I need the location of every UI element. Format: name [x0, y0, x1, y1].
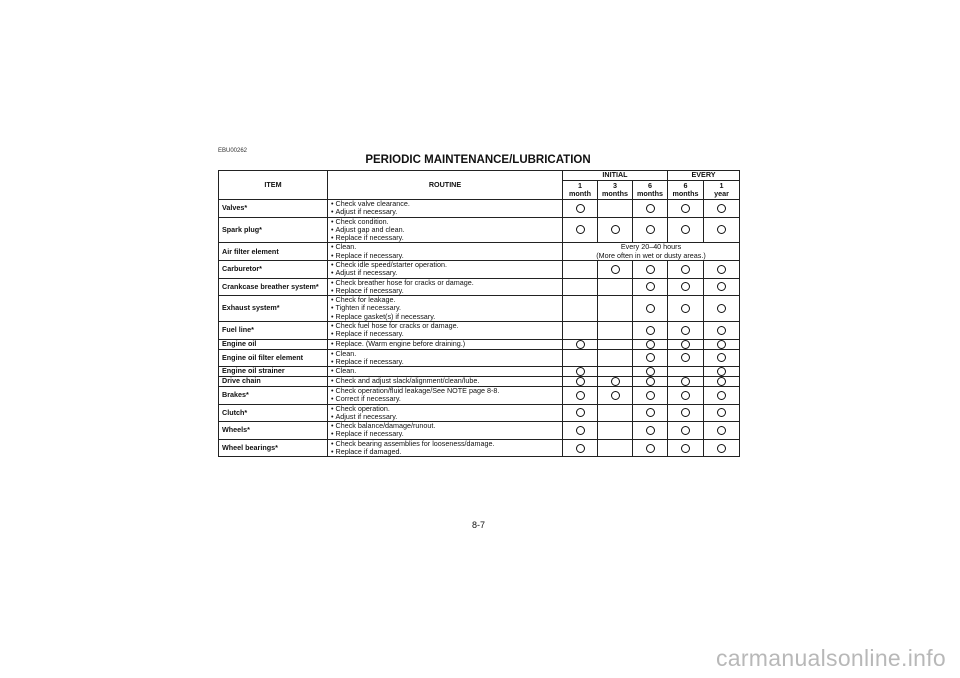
- table-row: [219, 404, 740, 422]
- item-cell: Exhaust system*: [219, 296, 328, 322]
- check-circle-icon: [646, 265, 655, 274]
- interval-cell: [704, 260, 740, 278]
- routine-cell: [328, 349, 563, 367]
- item-cell: Fuel line*: [219, 321, 328, 339]
- check-circle-icon: [576, 225, 585, 234]
- table-row: [219, 217, 740, 243]
- interval-cell: [704, 387, 740, 405]
- routine-line: • Check bearing assemblies for looseness/damage.: [331, 440, 559, 448]
- routine-cell: [328, 367, 563, 377]
- item-cell: Carburetor*: [219, 260, 328, 278]
- check-circle-icon: [681, 408, 690, 417]
- interval-cell: [598, 339, 633, 349]
- check-circle-icon: [576, 340, 585, 349]
- interval-header: [563, 181, 598, 200]
- routine-line: • Clean.: [331, 367, 559, 375]
- interval-cell: [598, 200, 633, 218]
- check-circle-icon: [717, 426, 726, 435]
- interval-cell: [704, 422, 740, 440]
- table-row: [219, 349, 740, 367]
- routine-line: • Adjust if necessary.: [331, 269, 559, 277]
- routine-cell: [328, 339, 563, 349]
- interval-number: 3: [613, 180, 617, 190]
- check-circle-icon: [646, 391, 655, 400]
- interval-cell: [668, 260, 704, 278]
- interval-cell: [598, 260, 633, 278]
- routine-line: • Check valve clearance.: [331, 200, 559, 208]
- routine-line: • Check and adjust slack/alignment/clean/lube.: [331, 377, 559, 385]
- item-cell: Air filter element: [219, 243, 328, 261]
- interval-cell: [598, 321, 633, 339]
- routine-line: • Check for leakage.: [331, 296, 559, 304]
- interval-cell: [633, 339, 668, 349]
- interval-cell: [563, 439, 598, 457]
- check-circle-icon: [717, 408, 726, 417]
- interval-cell: [704, 200, 740, 218]
- interval-number: 6: [683, 180, 688, 190]
- interval-header: [668, 181, 704, 200]
- check-circle-icon: [576, 391, 585, 400]
- interval-cell: [633, 296, 668, 322]
- doc-code: EBU00262: [218, 148, 248, 154]
- routine-cell: [328, 278, 563, 296]
- check-circle-icon: [717, 353, 726, 362]
- interval-cell: [633, 200, 668, 218]
- interval-unit: months: [602, 189, 628, 198]
- table-row: [219, 278, 740, 296]
- interval-cell: [633, 321, 668, 339]
- interval-unit: months: [637, 189, 663, 198]
- check-circle-icon: [646, 326, 655, 335]
- routine-line: • Adjust if necessary.: [331, 208, 559, 216]
- interval-cell: [563, 200, 598, 218]
- check-circle-icon: [681, 340, 690, 349]
- routine-line: • Adjust gap and clean.: [331, 226, 559, 234]
- check-circle-icon: [717, 391, 726, 400]
- routine-line: • Replace if necessary.: [331, 430, 559, 438]
- interval-cell: [563, 296, 598, 322]
- routine-cell: [328, 404, 563, 422]
- interval-cell: [704, 278, 740, 296]
- check-circle-icon: [681, 282, 690, 291]
- interval-cell: [633, 404, 668, 422]
- table-row: [219, 377, 740, 387]
- interval-cell: [668, 217, 704, 243]
- interval-cell: [563, 404, 598, 422]
- interval-cell: [668, 349, 704, 367]
- check-circle-icon: [717, 265, 726, 274]
- check-circle-icon: [681, 426, 690, 435]
- check-circle-icon: [646, 353, 655, 362]
- table-row: [219, 296, 740, 322]
- routine-line: • Adjust if necessary.: [331, 413, 559, 421]
- note-line: (More often in wet or dusty areas.): [596, 250, 706, 260]
- check-circle-icon: [576, 204, 585, 213]
- routine-line: • Check breather hose for cracks or damage.: [331, 279, 559, 287]
- header-routine: ROUTINE: [328, 171, 563, 200]
- routine-line: • Replace. (Warm engine before draining.): [331, 340, 559, 348]
- routine-line: • Check operation/fluid leakage/See NOTE page 8-8.: [331, 387, 559, 395]
- interval-cell: [563, 422, 598, 440]
- item-cell: Crankcase breather system*: [219, 278, 328, 296]
- check-circle-icon: [717, 204, 726, 213]
- table-row: [219, 200, 740, 218]
- check-circle-icon: [576, 444, 585, 453]
- interval-cell: [598, 422, 633, 440]
- check-circle-icon: [646, 444, 655, 453]
- item-cell: Drive chain: [219, 377, 328, 387]
- interval-cell: [668, 278, 704, 296]
- page-number: 8-7: [471, 520, 485, 530]
- routine-line: • Check operation.: [331, 405, 559, 413]
- check-circle-icon: [681, 353, 690, 362]
- interval-unit: months: [672, 189, 699, 198]
- interval-cell: [668, 387, 704, 405]
- interval-unit: year: [714, 189, 729, 198]
- watermark: carmanualsonline.info: [715, 645, 946, 671]
- interval-cell: [563, 217, 598, 243]
- interval-cell: [704, 339, 740, 349]
- interval-cell: [598, 367, 633, 377]
- check-circle-icon: [646, 225, 655, 234]
- interval-unit: month: [569, 189, 591, 198]
- interval-cell: [598, 377, 633, 387]
- interval-cell: [598, 404, 633, 422]
- interval-header: [704, 181, 740, 200]
- routine-line: • Replace if damaged.: [331, 448, 559, 456]
- item-cell: Spark plug*: [219, 217, 328, 243]
- check-circle-icon: [646, 340, 655, 349]
- interval-number: 6: [648, 180, 652, 190]
- check-circle-icon: [717, 326, 726, 335]
- interval-cell: [633, 367, 668, 377]
- routine-cell: [328, 200, 563, 218]
- interval-number: 1: [719, 180, 724, 190]
- table-row: [219, 260, 740, 278]
- routine-line: • Clean.: [331, 243, 559, 251]
- item-cell: Wheel bearings*: [219, 439, 328, 457]
- interval-cell: [563, 339, 598, 349]
- interval-cell: [633, 422, 668, 440]
- page-title: PERIODIC MAINTENANCE/LUBRICATION: [365, 154, 591, 166]
- check-circle-icon: [681, 265, 690, 274]
- interval-cell: [563, 367, 598, 377]
- interval-cell: [704, 367, 740, 377]
- check-circle-icon: [681, 377, 690, 386]
- interval-cell: [704, 321, 740, 339]
- check-circle-icon: [646, 282, 655, 291]
- interval-cell: [704, 349, 740, 367]
- table-body: [219, 200, 740, 457]
- interval-cell: [704, 377, 740, 387]
- interval-cell: [668, 200, 704, 218]
- item-cell: Engine oil: [219, 339, 328, 349]
- routine-line: • Correct if necessary.: [331, 395, 559, 403]
- interval-cell: [668, 377, 704, 387]
- check-circle-icon: [611, 265, 620, 274]
- interval-cell: [563, 321, 598, 339]
- interval-cell: [704, 217, 740, 243]
- interval-cell: [598, 387, 633, 405]
- routine-line: • Replace if necessary.: [331, 234, 559, 242]
- interval-cell: [633, 349, 668, 367]
- check-circle-icon: [611, 391, 620, 400]
- item-cell: Valves*: [219, 200, 328, 218]
- interval-cell: [668, 339, 704, 349]
- routine-line: • Replace gasket(s) if necessary.: [331, 313, 559, 321]
- routine-line: • Check condition.: [331, 218, 559, 226]
- interval-cell: [563, 387, 598, 405]
- interval-cell: [633, 278, 668, 296]
- item-cell: Clutch*: [219, 404, 328, 422]
- check-circle-icon: [681, 326, 690, 335]
- item-cell: Engine oil filter element: [219, 349, 328, 367]
- check-circle-icon: [646, 204, 655, 213]
- check-circle-icon: [681, 304, 690, 313]
- check-circle-icon: [646, 426, 655, 435]
- interval-cell: [668, 296, 704, 322]
- table-row: [219, 439, 740, 457]
- check-circle-icon: [717, 282, 726, 291]
- check-circle-icon: [576, 408, 585, 417]
- check-circle-icon: [681, 391, 690, 400]
- interval-cell: [563, 260, 598, 278]
- table-row: [219, 321, 740, 339]
- routine-cell: [328, 387, 563, 405]
- interval-cell: [598, 296, 633, 322]
- check-circle-icon: [717, 340, 726, 349]
- interval-cell: [633, 260, 668, 278]
- check-circle-icon: [717, 377, 726, 386]
- check-circle-icon: [717, 225, 726, 234]
- interval-cell: [668, 422, 704, 440]
- table-row: [219, 367, 740, 377]
- header-initial: INITIAL: [563, 171, 668, 181]
- item-cell: Engine oil strainer: [219, 367, 328, 377]
- interval-cell: [704, 439, 740, 457]
- routine-cell: [328, 422, 563, 440]
- interval-cell: [633, 217, 668, 243]
- check-circle-icon: [646, 377, 655, 386]
- routine-cell: [328, 260, 563, 278]
- interval-cell: [633, 387, 668, 405]
- check-circle-icon: [717, 367, 726, 376]
- maintenance-table: [218, 170, 740, 457]
- routine-line: • Replace if necessary.: [331, 252, 559, 260]
- interval-note: [563, 243, 740, 261]
- interval-cell: [668, 367, 704, 377]
- check-circle-icon: [611, 377, 620, 386]
- interval-cell: [598, 278, 633, 296]
- item-cell: Wheels*: [219, 422, 328, 440]
- header-every: EVERY: [668, 171, 740, 181]
- check-circle-icon: [717, 304, 726, 313]
- routine-cell: [328, 296, 563, 322]
- check-circle-icon: [681, 225, 690, 234]
- interval-header: [598, 181, 633, 200]
- check-circle-icon: [646, 304, 655, 313]
- interval-cell: [563, 349, 598, 367]
- routine-cell: [328, 243, 563, 261]
- routine-line: • Replace if necessary.: [331, 330, 559, 338]
- table-row: [219, 387, 740, 405]
- table-row: [219, 422, 740, 440]
- table-row: [219, 339, 740, 349]
- interval-cell: [704, 404, 740, 422]
- check-circle-icon: [576, 367, 585, 376]
- item-cell: Brakes*: [219, 387, 328, 405]
- routine-line: • Check balance/damage/runout.: [331, 422, 559, 430]
- interval-cell: [598, 439, 633, 457]
- interval-cell: [563, 377, 598, 387]
- interval-cell: [704, 296, 740, 322]
- note-line: Every 20–40 hours: [620, 242, 682, 252]
- interval-cell: [668, 404, 704, 422]
- interval-cell: [633, 439, 668, 457]
- interval-cell: [563, 278, 598, 296]
- check-circle-icon: [717, 444, 726, 453]
- routine-cell: [328, 321, 563, 339]
- interval-cell: [598, 217, 633, 243]
- check-circle-icon: [576, 426, 585, 435]
- interval-cell: [668, 321, 704, 339]
- routine-line: • Tighten if necessary.: [331, 304, 559, 312]
- check-circle-icon: [646, 408, 655, 417]
- routine-cell: [328, 439, 563, 457]
- interval-header: [633, 181, 668, 200]
- check-circle-icon: [576, 377, 585, 386]
- routine-line: • Replace if necessary.: [331, 287, 559, 295]
- check-circle-icon: [681, 204, 690, 213]
- table-row: [219, 243, 740, 261]
- interval-cell: [598, 349, 633, 367]
- check-circle-icon: [611, 225, 620, 234]
- interval-cell: [633, 377, 668, 387]
- routine-line: • Check idle speed/starter operation.: [331, 261, 559, 269]
- routine-line: • Clean.: [331, 350, 559, 358]
- interval-cell: [668, 439, 704, 457]
- header-item: ITEM: [219, 171, 328, 200]
- check-circle-icon: [681, 444, 690, 453]
- check-circle-icon: [646, 367, 655, 376]
- routine-line: • Check fuel hose for cracks or damage.: [331, 322, 559, 330]
- routine-line: • Replace if necessary.: [331, 358, 559, 366]
- interval-number: 1: [578, 180, 582, 190]
- routine-cell: [328, 217, 563, 243]
- routine-cell: [328, 377, 563, 387]
